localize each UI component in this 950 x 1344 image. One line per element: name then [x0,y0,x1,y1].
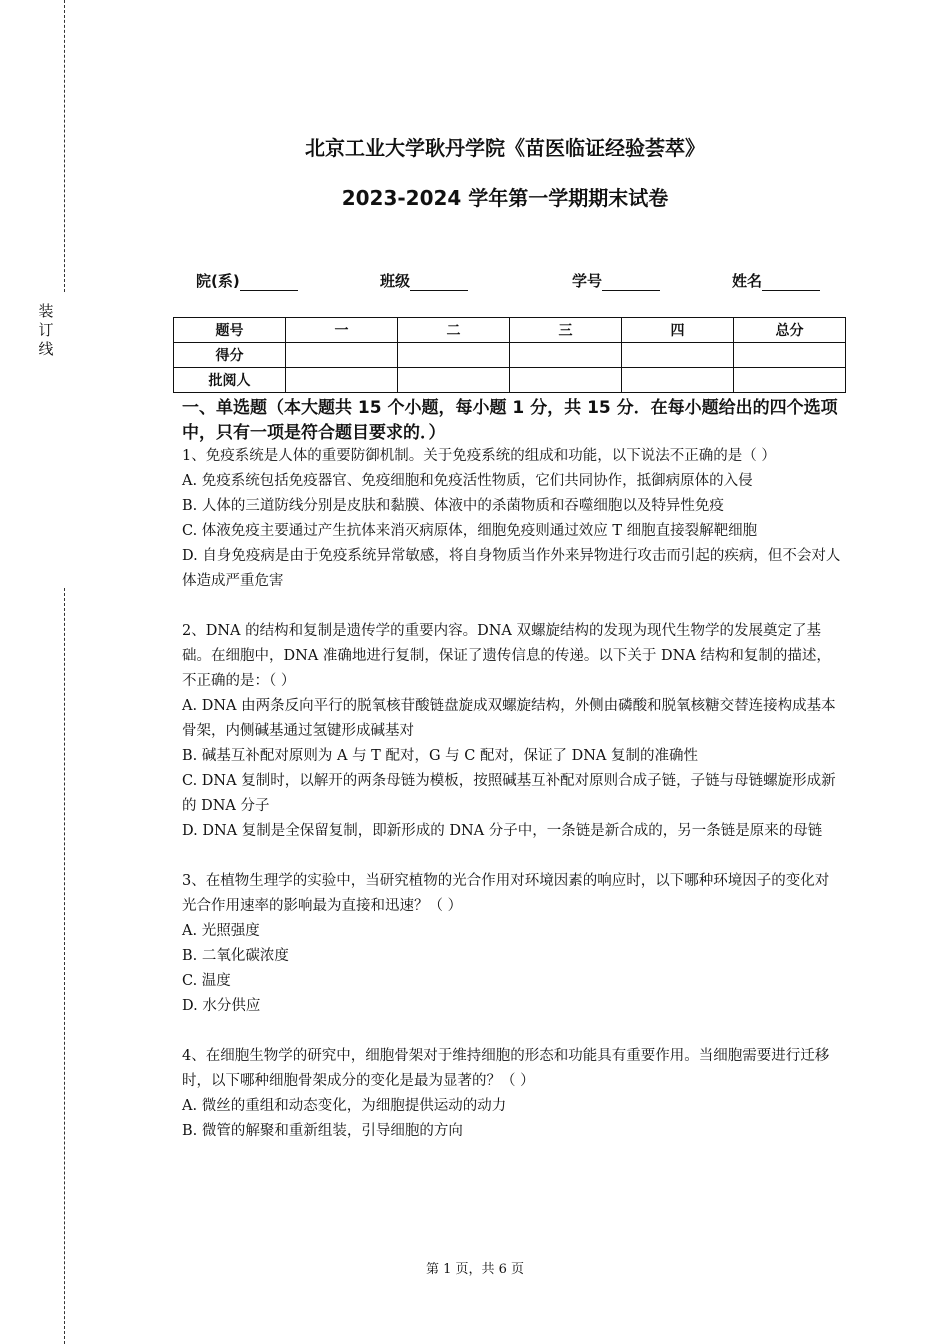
option-b: B. 碱基互补配对原则为 A 与 T 配对，G 与 C 配对，保证了 DNA 复制的准确性 [182,748,698,764]
option-c: C. 体液免疫主要通过产生抗体来消灭病原体，细胞免疫则通过效应 T 细胞直接裂解靶细胞 [182,523,758,539]
question-stem: 2、DNA 的结构和复制是遗传学的重要内容。DNA 双螺旋结构的发现为现代生物学的发展奠定了基础。在细胞中，DNA 准确地进行复制，保证了遗传信息的传递。以下关于 DNA 结构和复制的描述，不正确的是：（ ） [182,623,831,689]
exam-subtitle: 2023-2024 学年第一学期期末试卷 [341,186,669,210]
score-cell[interactable] [286,343,398,368]
score-cell[interactable] [398,343,510,368]
page-footer: 第 1 页，共 6 页 [425,1262,525,1277]
question-stem: 4、在细胞生物学的研究中，细胞骨架对于维持细胞的形态和功能具有重要作用。当细胞需要进行迁移时，以下哪种细胞骨架成分的变化是最为显著的？（ ） [182,1048,830,1089]
department-field[interactable] [196,270,298,291]
grader-row-label: 批阅人 [174,368,286,393]
class-label: 班级 [380,272,411,290]
score-header-cell: 三 [510,318,622,343]
question-2 [182,619,842,844]
question-list [182,444,842,1169]
score-header-cell: 题号 [174,318,286,343]
name-blank[interactable] [762,276,820,291]
question-4 [182,1044,842,1144]
binding-label: 装订线 [38,302,54,358]
department-blank[interactable] [240,276,298,291]
score-cell[interactable] [734,343,846,368]
question-1 [182,444,842,594]
option-c: C. 温度 [182,973,231,989]
grader-cell[interactable] [734,368,846,393]
name-label: 姓名 [732,272,763,290]
option-a: A. 光照强度 [182,923,260,939]
binding-dashed-line-top [64,0,65,292]
score-table-header-row [174,318,846,343]
score-header-cell: 总分 [734,318,846,343]
exam-title: 北京工业大学耿丹学院《苗医临证经验荟萃》 [305,136,705,160]
score-cell[interactable] [510,343,622,368]
grader-cell[interactable] [398,368,510,393]
grader-cell[interactable] [510,368,622,393]
student-id-label: 学号 [572,272,603,290]
option-a: A. 微丝的重组和动态变化，为细胞提供运动的动力 [182,1098,507,1114]
option-b: B. 二氧化碳浓度 [182,948,289,964]
name-field[interactable] [732,270,820,291]
option-a: A. 免疫系统包括免疫器官、免疫细胞和免疫活性物质，它们共同协作，抵御病原体的入侵 [182,473,753,489]
department-label: 院(系) [196,272,240,290]
score-row [174,343,846,368]
score-table [173,317,846,393]
class-blank[interactable] [410,276,468,291]
question-stem: 3、在植物生理学的实验中，当研究植物的光合作用对环境因素的响应时，以下哪种环境因子的变化对光合作用速率的影响最为直接和迅速？（ ） [182,873,830,914]
class-field[interactable] [380,270,468,291]
grader-row [174,368,846,393]
grader-cell[interactable] [286,368,398,393]
option-b: B. 微管的解聚和重新组装，引导细胞的方向 [182,1123,463,1139]
option-c: C. DNA 复制时，以解开的两条母链为模板，按照碱基互补配对原则合成子链，子链与母链螺旋形成新的 DNA 分子 [182,773,836,814]
option-d: D. DNA 复制是全保留复制，即新形成的 DNA 分子中，一条链是新合成的，另一条链是原来的母链 [182,823,823,839]
score-cell[interactable] [622,343,734,368]
student-id-blank[interactable] [602,276,660,291]
grader-cell[interactable] [622,368,734,393]
binding-dashed-line-bottom [64,588,65,1344]
option-a: A. DNA 由两条反向平行的脱氧核苷酸链盘旋成双螺旋结构，外侧由磷酸和脱氧核糖交替连接构成基本骨架，内侧碱基通过氢键形成碱基对 [182,698,836,739]
section-heading: 一、单选题（本大题共 15 个小题，每小题 1 分，共 15 分．在每小题给出的四个选项中，只有一项是符合题目要求的．） [182,398,838,443]
option-d: D. 自身免疫病是由于免疫系统异常敏感，将自身物质当作外来异物进行攻击而引起的疾病，但不会对人体造成严重危害 [182,548,841,589]
question-3 [182,869,842,1019]
student-id-field[interactable] [572,270,660,291]
option-b: B. 人体的三道防线分别是皮肤和黏膜、体液中的杀菌物质和吞噬细胞以及特异性免疫 [182,498,724,514]
score-row-label: 得分 [174,343,286,368]
option-d: D. 水分供应 [182,998,261,1014]
score-header-cell: 四 [622,318,734,343]
score-header-cell: 二 [398,318,510,343]
score-header-cell: 一 [286,318,398,343]
question-stem: 1、免疫系统是人体的重要防御机制。关于免疫系统的组成和功能，以下说法不正确的是（ ） [182,448,776,464]
